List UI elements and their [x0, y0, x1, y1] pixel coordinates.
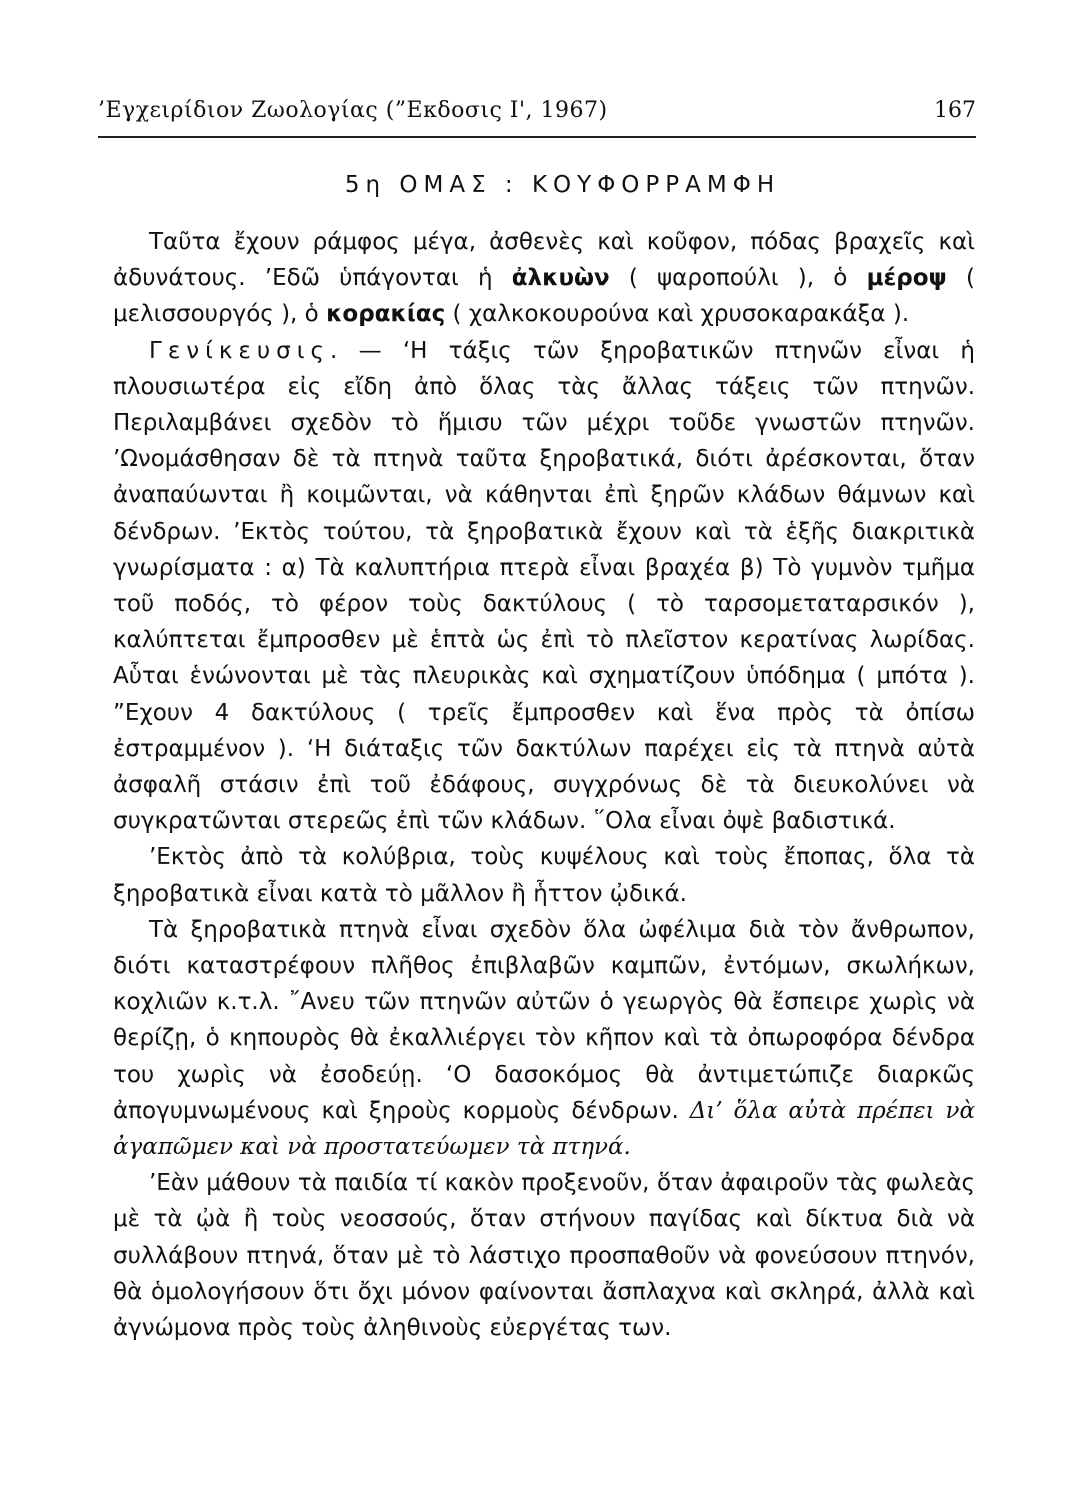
- text-run: . — ‘Η τάξις τῶν ξηροβατικῶν πτηνῶν εἶναι ἡ πλουσιωτέρα εἰς εἴδη ἀπὸ ὅλας τὰς ἄλλας τάξεις τῶν πτηνῶν. Περιλαμβάνει σχεδὸν τὸ ἥμισυ τῶν μέχρι τοῦδε γνωστῶν πτηνῶν. ’Ωνομάσθησαν δὲ τὰ πτηνὰ ταῦτα ξηροβατικά, διότι ἀρέσκονται, ὅταν ἀναπαύωνται ἢ κοιμῶνται, νὰ κάθηνται ἐπὶ ξηρῶν κλάδων θάμνων καὶ δένδρων. ’Εκτὸς τούτου, τὰ ξηροβατικὰ ἔχουν καὶ τὰ ἑξῆς διακριτικὰ γνωρίσματα : α) Τὰ καλυπτήρια πτερὰ εἶναι βραχέα β) Τὸ γυμνὸν τμῆμα τοῦ ποδός, τὸ φέρον τοὺς δακτύλους ( τὸ ταρσομεταταρσικόν ), καλύπτεται ἔμπροσθεν μὲ ἑπτὰ ὡς ἐπὶ τὸ πλεῖστον κερατίνας λωρίδας. Αὗται ἑνώνονται μὲ τὰς πλευρικὰς καὶ σχηματίζουν ὑπόδημα ( μπότα ). ”Εχουν 4 δακτύλους ( τρεῖς ἔμπροσθεν καὶ ἕνα πρὸς τὰ ὀπίσω ἐστραμμένον ). ‘Η διάταξις τῶν δακτύλων παρέχει εἰς τὰ πτηνὰ αὐτὰ ἀσφαλῆ στάσιν ἐπὶ τοῦ ἐδάφους, συγχρόνως δὲ τὰ διευκολύνει νὰ συγκρατῶνται στερεῶς ἐπὶ τῶν κλάδων. ῞Ολα εἶναι ὀψὲ βαδιστικά.: [113, 337, 975, 835]
- term-merops: μέροψ: [866, 265, 947, 292]
- paragraph-usefulness: [113, 912, 975, 1165]
- body-text: [113, 224, 975, 1346]
- book-title: ’Εγχειρίδιον Ζωολογίας (”Εκδοσις Ι', 1967): [98, 98, 608, 123]
- generalization-label: Γενίκευσις: [149, 337, 331, 364]
- text-run: ( χαλκοκουρούνα καὶ χρυσοκαρακάξα ).: [445, 301, 910, 328]
- paragraph-children: ’Εὰν μάθουν τὰ παιδία τί κακὸν προξενοῦν, ὅταν ἀφαιροῦν τὰς φωλεὰς μὲ τὰ ᾠὰ ἢ τοὺς νεοσσούς, ὅταν στήνουν παγίδας καὶ δίκτυα διὰ νὰ συλλάβουν πτηνά, ὅταν μὲ τὸ λάστιχο προσπαθοῦν νὰ φονεύσουν πτηνόν, θὰ ὁμολογήσουν ὅτι ὄχι μόνον φαίνονται ἄσπλαχνα καὶ σκληρά, ἀλλὰ καὶ ἀγνώμονα πρὸς τοὺς ἀληθινοὺς εὐεργέτας των.: [113, 1170, 975, 1342]
- term-alkyon: ἀλκυὼν: [511, 265, 610, 292]
- italic-exhortation: Δι’ ὅλα αὐτὰ πρέπει νὰ ἀγαπῶμεν καὶ νὰ προστατεύωμεν τὰ πτηνά.: [113, 1097, 975, 1161]
- text-run: ( ψαροπούλι ), ὁ: [609, 265, 867, 292]
- text-run: ( μελισσουργός ), ὁ: [113, 265, 975, 328]
- running-header: [98, 96, 976, 138]
- text-run: Ταῦτα ἔχουν ράμφος μέγα, ἀσθενὲς καὶ κοῦφον, πόδας βραχεῖς καὶ ἀδυνάτους. ’Εδῶ ὑπάγονται ἡ: [113, 229, 975, 292]
- paragraph-description: [113, 224, 975, 333]
- paragraph-generalization: [113, 333, 975, 840]
- section-heading: 5η ΟΜΑΣ : ΚΟΥΦΟΡΡΑΜΦΗ: [344, 172, 781, 198]
- page-number: 167: [934, 98, 976, 123]
- text-run: Τὰ ξηροβατικὰ πτηνὰ εἶναι σχεδὸν ὅλα ὠφέλιμα διὰ τὸν ἄνθρωπον, διότι καταστρέφουν πλῆθος ἐπιβλαβῶν καμπῶν, ἐντόμων, σκωλήκων, κοχλιῶν κ.τ.λ. ῎Ανευ τῶν πτηνῶν αὐτῶν ὁ γεωργὸς θὰ ἔσπειρε χωρὶς νὰ θερίζῃ, ὁ κηπουρὸς θὰ ἐκαλλιέργει τὸν κῆπον καὶ τὰ ὀπωροφόρα δένδρα του χωρὶς νὰ ἐσοδεύῃ. ‘Ο δασοκόμος θὰ ἀντιμετώπιζε διαρκῶς ἀπογυμνωμένους καὶ ξηροὺς κορμοὺς δένδρων.: [113, 916, 975, 1124]
- term-korakias: κορακίας: [326, 301, 446, 328]
- paragraph-singing-birds: ’Εκτὸς ἀπὸ τὰ κολύβρια, τοὺς κυψέλους καὶ τοὺς ἔποπας, ὅλα τὰ ξηροβατικὰ εἶναι κατὰ τὸ μᾶλλον ἢ ἧττον ᾠδικά.: [113, 844, 975, 907]
